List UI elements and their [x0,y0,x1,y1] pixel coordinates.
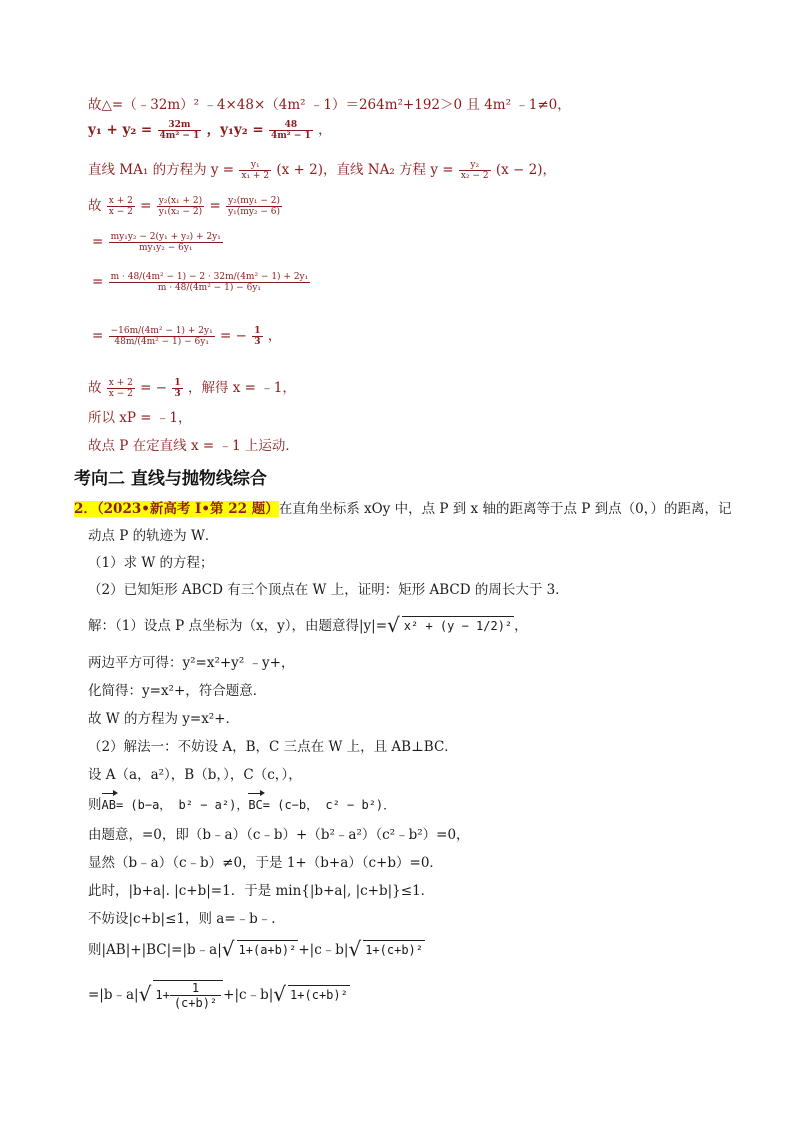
sqrt-symbol: √ [138,982,152,1006]
solution-line-6: 设 A（a，a²），B（b，），C（c，）， [88,767,302,783]
sum-label: y₁ + y₂ = [88,122,153,138]
solution-line-5: （2）解法一：不妨设 A，B，C 三点在 W 上，且 AB⊥BC． [88,739,458,755]
question-part-1: （1）求 W 的方程； [88,555,214,571]
solution-line-3: 化简得：y=x²+，符合题意． [88,683,267,699]
minus-one-third-fraction: $\frac{1}{3}$ [254,326,261,347]
distance-radicand: x² + (y − 1/2)² [402,616,514,635]
ratio-fraction-1: $\frac{x + 2}{x - 2}$ [108,196,133,217]
vector-bc: BC [248,798,263,812]
solution-line-7: 则AB= (b−a， b² − a²)，BC= (c−b， c² − b²)． [88,797,396,813]
solve-line: 故 $\frac{x + 2}{x - 2}$ = − $\frac{1}{3}$ ，解得 x = ﹣1， [88,378,296,399]
solution-line-2: 两边平方可得：y²=x²+y² ﹣y+， [88,655,295,671]
product-fraction: $\frac{48}{\text{4m² − 1}}$ [270,120,311,141]
substitution-line: = $\frac{\text{m · 48/(4m² − 1) − 2 · 32m/(4m² − 1) + 2y₁}}{\text{m · 48/(4m² − 1) − 6y₁}}$ [92,272,309,293]
ratio-line: 故 $\frac{x + 2}{x - 2}$ = $\frac{\text{y₂(x₁ + 2)}}{\text{y₁(x₂ − 2)}}$ = $\frac{\text{y₂(my₁ − 2)}}{\text{y₁(my₂ − 6)}}$ [88,196,281,217]
solution-line-8: 由题意，=0，即（b﹣a）（c﹣b）+（b²﹣a²）（c²﹣b²）=0， [88,827,470,843]
ratio-fraction-3: $\frac{\text{y₂(my₁ − 2)}}{\text{y₁(my₂ − 6)}}$ [228,196,281,217]
question-number: 2． [74,501,97,517]
delta-text: 故△=（﹣32m）² ﹣4×48×（4m² ﹣1）＝264m²+192＞0 且 4m² ﹣1≠0， [88,97,571,113]
line-equations: 直线 MA₁ 的方程为 y = $\frac{\text{y₁}}{\text{x₁ + 2}}$ (x + 2)，直线 NA₂ 方程 y = $\frac{\text{y₂}}{\text{x₂ − 2}}$ (x − 2)， [88,160,557,181]
vector-ab: AB [101,798,116,812]
solution-line-12: 则|AB|+|BC|=|b﹣a|√ 1+(a+b)² +|c﹣b|√ 1+(c+b)² [88,937,423,961]
expansion-fraction: $\frac{\text{my₁y₂ − 2(y₁ + y₂) + 2y₁}}{\text{my₁y₂ − 6y₁}}$ [110,232,221,253]
conclusion-line: 故点 P 在定直线 x = ﹣1 上运动． [88,438,299,454]
question-line-2: 动点 P 的轨迹为 W． [88,528,219,544]
product-label: ，y₁y₂ = [206,122,264,138]
simplified-fraction: $\frac{\text{−16m/(4m² − 1) + 2y₁}}{\text{48m/(4m² − 1) − 6y₁}}$ [110,326,213,347]
solve-third-fraction: $\frac{1}{3}$ [174,378,181,399]
sqrt-symbol: √ [273,982,287,1006]
reciprocal-fraction: $\frac{1}{\text{(c+b)²}}$ [170,981,221,1010]
ratio-fraction-2: $\frac{\text{y₂(x₁ + 2)}}{\text{y₁(x₂ − 2)}}$ [158,196,203,217]
solution-line-1: 解：（1）设点 P 点坐标为（x，y），由题意得|y|=√ x² + (y − 1/2)² ， [88,613,528,637]
solution-line-9: 显然（b﹣a）（c﹣b）≠0，于是 1+（b+a）（c+b）=0． [88,855,443,871]
vieta-line: y₁ + y₂ = $\frac{32m}{\text{4m² − 1}}$ ，y₁y₂ = $\frac{48}{\text{4m² − 1}}$ ， [88,120,332,141]
question-header-highlight [74,501,279,517]
sqrt-symbol: √ [221,937,235,961]
solve-fraction: $\frac{x + 2}{x - 2}$ [108,378,133,399]
question-line-1 [74,500,731,518]
section-heading: 考向二 直线与抛物线综合 [74,469,267,489]
na2-slope-fraction: $\frac{\text{y₂}}{\text{x₂ − 2}}$ [460,160,489,181]
solution-line-4: 故 W 的方程为 y=x²+． [88,711,240,727]
substitution-fraction: $\frac{\text{m · 48/(4m² − 1) − 2 · 32m/(4m² − 1) + 2y₁}}{\text{m · 48/(4m² − 1) − 6y₁}}$ [110,272,309,293]
question-part-2: （2）已知矩形 ABCD 有三个顶点在 W 上，证明：矩形 ABCD 的周长大于 3． [88,582,569,598]
question-text: 在直角坐标系 xOy 中，点 P 到 x 轴的距离等于点 P 到点（0，）的距离，记 [278,501,732,517]
sqrt-symbol: √ [348,937,362,961]
question-source: （2023•新高考 I•第 22 题） [96,501,279,517]
sum-fraction: $\frac{32m}{\text{4m² − 1}}$ [159,120,200,141]
simplified-line: = $\frac{\text{−16m/(4m² − 1) + 2y₁}}{\text{48m/(4m² − 1) − 6y₁}}$ = − $\frac{1}{3}$ ， [92,326,282,347]
sqrt-symbol: √ [387,613,400,637]
solution-line-11: 不妨设|c+b|≤1，则 a=﹣b﹣. [88,911,276,927]
delta-line [88,96,571,114]
ma1-slope-fraction: $\frac{\text{y₁}}{\text{x₁ + 2}}$ [241,160,270,181]
solution-line-13: =|b﹣a|√ 1+ $\frac{1}{\text{(c+b)²}}$ +|c﹣b|√ 1+(c+b)² [88,981,348,1010]
radicand-with-fraction: 1+ $\frac{1}{\text{(c+b)²}}$ [153,980,223,1010]
xp-line: 所以 xP = ﹣1， [88,410,192,426]
solution-line-10: 此时，|b+a|. |c+b|=1．于是 min{|b+a|, |c+b|}≤1． [88,883,435,899]
expansion-line: = $\frac{\text{my₁y₂ − 2(y₁ + y₂) + 2y₁}}{\text{my₁y₂ − 6y₁}}$ [92,232,221,253]
